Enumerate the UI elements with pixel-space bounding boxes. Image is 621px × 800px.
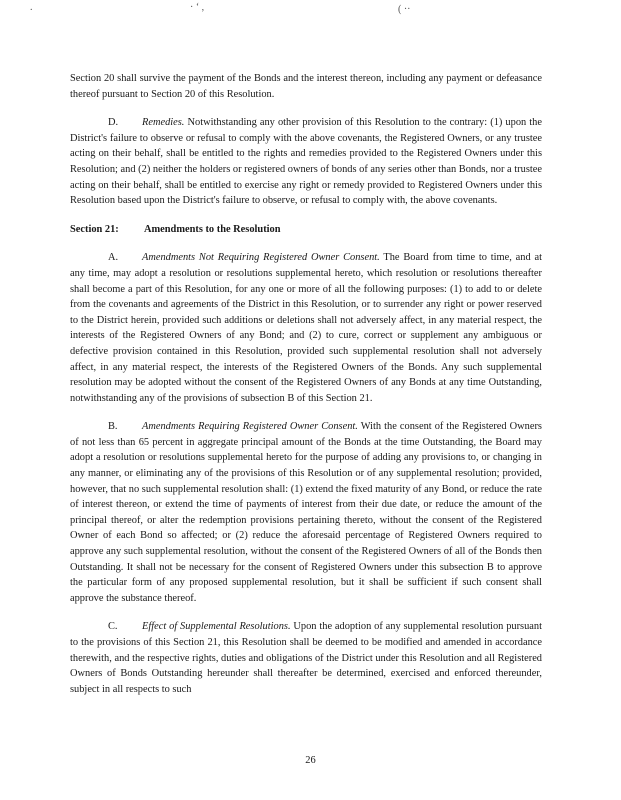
paragraph-label: A.: [108, 252, 119, 264]
paragraph-title: Amendments Requiring Registered Owner Consent.: [142, 421, 358, 433]
paragraph-a: [70, 250, 542, 406]
section-number: Section 21:: [70, 223, 119, 235]
paragraph-continuation: Section 20 shall survive the payment of the Bonds and the interest thereon, including any payment or defeasance thereof pursuant to Section 20 of this Resolution.: [70, 73, 542, 100]
paragraph-text: Upon the adoption of any supplemental resolution pursuant to the provisions of this Section 21, this Resolution shall be deemed to be modified and amended in accordance therewith, and the respective rights, duties and obligations of the District under this Resolution and all Registered Owners of Bonds Outstanding hereunder shall thereafter be determined, exercised and enforced thereunder, subject in all respects to such: [70, 621, 542, 695]
document-body: [70, 71, 542, 710]
scan-mark-left: .: [30, 2, 33, 13]
paragraph-text: With the consent of the Registered Owners of not less than 65 percent in aggregate principal amount of the Bonds at the time Outstanding, the Board may adopt a resolution or resolutions supplemental hereto for the purpose of adding any provisions to, or changing in any manner, or eliminating any of the provisions of this Resolution or of any supplemental resolution; provided, however, that no such supplemental resolution shall: (1) extend the fixed maturity of any Bond, or reduce the rate of interest thereon, or extend the time of payments of interest from their due date, or reduce the amount of the principal thereof, or alter the redemption provisions pertaining thereto, without the consent of the Registered Owner of each Bond so affected; or (2) reduce the aforesaid percentage of Registered Owners required to approve any such supplemental resolution, without the consent of the Registered Owners of all of the Bonds then Outstanding. It shall not be necessary for the consent of Registered Owners under this subsection B to approve the particular form of any proposed supplemental resolution, but it shall be sufficient if such consent shall approve the substance thereof.: [70, 421, 542, 604]
paragraph-d: [70, 115, 542, 209]
scan-mark-right: ( ··: [398, 4, 411, 15]
paragraph-text: Notwithstanding any other provision of this Resolution to the contrary: (1) upon the District's failure to observe or refusal to comply with the above covenants, the Registered Owners, or any trustee acting on their behalf, shall be entitled to the rights and remedies provided to the Registered Owners under this Resolution; and (2) neither the holders or registered owners of bonds of any series other than Bonds, nor a trustee acting on their behalf, shall be entitled to exercise any right or remedy provided to Registered Owners under this Resolution based upon the District's failure to observe, or refusal to comply with, the above covenants.: [70, 117, 542, 207]
paragraph-title: Remedies.: [142, 117, 185, 129]
paragraph-title: Amendments Not Requiring Registered Owner Consent.: [142, 252, 380, 264]
scan-mark-center: · ‘ ,: [190, 2, 205, 13]
page-number: 26: [305, 755, 316, 766]
paragraph-text: The Board from time to time, and at any time, may adopt a resolution or resolutions supplemental hereto, which resolution or resolutions thereafter shall become a part of this Resolution, for any one or more of all the following purposes: (1) to add to or delete from the covenants and agreements of the District in this Resolution, or to surrender any right or power reserved to the District herein, provided such additions or deletions shall not adversely affect, in any material respect, the interests of the Registered Owners of any Bond; and (2) to cure, correct or supplement any ambiguous or defective provision contained in this Resolution, provided such supplemental resolution shall not adversely affect, in any material respect, the interests of the Registered Owners of the Bonds. Any such supplemental resolution may be adopted without the consent of the Registered Owners of any Bonds at any time Outstanding, notwithstanding any of the provisions of subsection B of this Section 21.: [70, 252, 542, 404]
section-title: Amendments to the Resolution: [144, 223, 281, 235]
paragraph-b: [70, 419, 542, 606]
paragraph-c: [70, 619, 542, 697]
paragraph-label: B.: [108, 421, 118, 433]
paragraph-label: D.: [108, 117, 119, 129]
paragraph-title: Effect of Supplemental Resolutions.: [142, 621, 291, 633]
paragraph-label: C.: [108, 621, 118, 633]
section-heading: [70, 222, 542, 238]
